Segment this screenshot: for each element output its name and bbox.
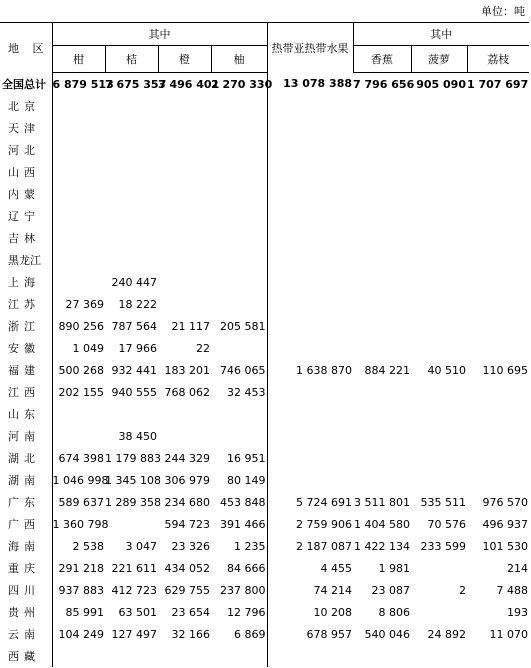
value-cell <box>267 469 353 491</box>
value-cell <box>267 183 353 205</box>
value-cell <box>467 139 529 161</box>
value-cell: 2 538 <box>52 535 105 557</box>
value-cell <box>467 315 529 337</box>
value-cell <box>353 645 411 667</box>
region-cell: 山东 <box>8 408 40 421</box>
value-cell <box>467 249 529 271</box>
table-row <box>0 359 529 381</box>
table-row <box>0 139 529 161</box>
value-cell <box>211 403 267 425</box>
value-cell <box>105 139 158 161</box>
region-cell: 福建 <box>8 364 40 377</box>
value-cell <box>211 139 267 161</box>
table-row <box>0 403 529 425</box>
region-cell: 天津 <box>8 122 40 135</box>
value-cell <box>467 117 529 139</box>
value-cell: 7 675 357 <box>105 77 167 91</box>
value-cell <box>211 95 267 117</box>
value-cell: 787 564 <box>111 319 157 333</box>
value-cell: 1 179 883 <box>105 451 161 465</box>
value-cell <box>158 117 211 139</box>
value-cell: 63 501 <box>118 605 157 619</box>
table-row <box>0 645 529 667</box>
table-row <box>0 183 529 205</box>
value-cell <box>411 557 467 579</box>
table-row <box>0 425 529 447</box>
value-cell: 104 249 <box>52 623 105 645</box>
value-cell <box>467 161 529 183</box>
value-cell: 80 149 <box>227 473 266 487</box>
value-cell: 932 441 <box>111 363 157 377</box>
value-cell: 6 869 <box>234 627 266 641</box>
value-cell: 1 345 108 <box>105 473 161 487</box>
value-cell <box>353 139 411 161</box>
value-cell: 240 447 <box>111 275 157 289</box>
value-cell: 674 398 <box>52 447 105 469</box>
region-cell: 全国总计 <box>2 77 46 91</box>
value-cell <box>411 381 467 403</box>
value-cell <box>267 337 353 359</box>
value-cell <box>467 337 529 359</box>
value-cell <box>211 271 267 293</box>
region-cell: 湖南 <box>8 474 40 487</box>
value-cell: 1 360 798 <box>52 513 105 535</box>
value-cell: 1 422 134 <box>354 539 410 553</box>
value-cell <box>353 315 411 337</box>
value-cell: 202 155 <box>52 381 105 403</box>
value-cell <box>353 447 411 469</box>
value-cell <box>105 403 158 425</box>
value-cell: 1 981 <box>378 561 410 575</box>
value-cell: 17 966 <box>118 341 157 355</box>
value-cell <box>52 95 105 117</box>
value-cell: 193 <box>507 605 528 619</box>
value-cell <box>211 337 267 359</box>
region-cell: 河南 <box>8 430 40 443</box>
value-cell <box>411 117 467 139</box>
value-cell <box>411 315 467 337</box>
value-cell <box>411 139 467 161</box>
value-cell <box>467 183 529 205</box>
value-cell <box>158 227 211 249</box>
value-cell <box>52 403 105 425</box>
value-cell: 85 991 <box>52 601 105 623</box>
region-cell: 北京 <box>8 100 40 113</box>
value-cell: 24 892 <box>427 627 466 641</box>
value-cell: 183 201 <box>164 363 210 377</box>
region-cell: 贵州 <box>8 606 40 619</box>
value-cell: 1 404 580 <box>354 517 410 531</box>
value-cell: 3 047 <box>125 539 157 553</box>
value-cell <box>267 425 353 447</box>
value-cell: 2 759 906 <box>267 513 353 535</box>
value-cell <box>411 403 467 425</box>
value-cell: 890 256 <box>52 315 105 337</box>
region-cell: 西藏 <box>8 650 40 663</box>
value-cell <box>211 161 267 183</box>
value-cell <box>467 469 529 491</box>
value-cell <box>267 645 353 667</box>
value-cell: 12 796 <box>227 605 266 619</box>
value-cell <box>353 381 411 403</box>
region-cell: 黑龙江 <box>8 254 41 267</box>
value-cell <box>267 161 353 183</box>
value-cell: 16 951 <box>227 451 266 465</box>
value-cell <box>211 205 267 227</box>
region-cell: 江苏 <box>8 298 40 311</box>
value-cell: 594 723 <box>164 517 210 531</box>
value-cell <box>105 227 158 249</box>
value-cell <box>267 447 353 469</box>
value-cell <box>353 227 411 249</box>
region-cell: 重庆 <box>8 562 40 575</box>
column-header-orange: 橙 <box>158 46 211 73</box>
value-cell <box>411 205 467 227</box>
value-cell <box>353 117 411 139</box>
group-header-left: 其中 <box>52 23 267 46</box>
table-row <box>0 161 529 183</box>
value-cell <box>411 249 467 271</box>
value-cell <box>353 161 411 183</box>
table-row <box>0 491 529 513</box>
table-row <box>0 271 529 293</box>
value-cell: 74 214 <box>267 579 353 601</box>
region-cell: 云南 <box>8 628 40 641</box>
table-row <box>0 623 529 645</box>
value-cell <box>467 227 529 249</box>
value-cell: 768 062 <box>164 385 210 399</box>
value-cell <box>467 403 529 425</box>
value-cell <box>105 645 158 667</box>
value-cell <box>158 249 211 271</box>
value-cell: 1 707 697 <box>467 77 529 91</box>
value-cell <box>267 227 353 249</box>
value-cell <box>353 337 411 359</box>
header-row-columns <box>0 46 529 73</box>
value-cell <box>211 249 267 271</box>
value-cell <box>105 95 158 117</box>
value-cell: 589 637 <box>52 491 105 513</box>
value-cell: 244 329 <box>164 451 210 465</box>
value-cell <box>467 447 529 469</box>
column-header-tangerine: 桔 <box>105 46 158 73</box>
value-cell: 10 208 <box>267 601 353 623</box>
value-cell <box>353 469 411 491</box>
table-row <box>0 513 529 535</box>
table-row <box>0 469 529 491</box>
value-cell: 237 800 <box>220 583 266 597</box>
value-cell <box>267 403 353 425</box>
table-row <box>0 117 529 139</box>
table-row <box>0 95 529 117</box>
value-cell <box>467 95 529 117</box>
value-cell <box>105 117 158 139</box>
fruit-output-table <box>0 22 529 667</box>
value-cell <box>105 183 158 205</box>
value-cell <box>158 425 211 447</box>
value-cell: 291 218 <box>52 557 105 579</box>
column-header-mandarin: 柑 <box>52 46 105 73</box>
value-cell <box>353 95 411 117</box>
value-cell <box>411 95 467 117</box>
value-cell <box>353 271 411 293</box>
value-cell: 629 755 <box>164 583 210 597</box>
value-cell <box>467 381 529 403</box>
value-cell <box>411 601 467 623</box>
value-cell: 535 511 <box>420 495 466 509</box>
value-cell: 11 070 <box>489 627 528 641</box>
value-cell <box>211 425 267 447</box>
value-cell <box>411 645 467 667</box>
region-cell: 安徽 <box>8 342 40 355</box>
region-cell: 浙江 <box>8 320 40 333</box>
table-row <box>0 579 529 601</box>
value-cell <box>211 293 267 315</box>
value-cell <box>411 227 467 249</box>
region-cell: 海南 <box>8 540 40 553</box>
value-cell: 214 <box>507 561 528 575</box>
value-cell: 234 680 <box>164 495 210 509</box>
value-cell <box>411 337 467 359</box>
value-cell: 4 455 <box>267 557 353 579</box>
value-cell <box>467 205 529 227</box>
table-row <box>0 315 529 337</box>
value-cell: 8 806 <box>378 605 410 619</box>
value-cell: 23 326 <box>171 539 210 553</box>
value-cell <box>267 95 353 117</box>
value-cell <box>105 161 158 183</box>
value-cell <box>267 381 353 403</box>
value-cell <box>211 645 267 667</box>
value-cell <box>353 249 411 271</box>
table-row <box>0 293 529 315</box>
value-cell: 18 222 <box>118 297 157 311</box>
value-cell: 84 666 <box>227 561 266 575</box>
value-cell: 127 497 <box>111 627 157 641</box>
value-cell <box>52 249 105 271</box>
value-cell: 7 796 656 <box>353 77 415 91</box>
value-cell <box>52 139 105 161</box>
region-cell: 河北 <box>8 144 40 157</box>
value-cell: 540 046 <box>364 627 410 641</box>
value-cell <box>158 645 211 667</box>
value-cell <box>158 139 211 161</box>
table-row <box>0 557 529 579</box>
value-cell <box>411 293 467 315</box>
value-cell: 2 <box>459 583 466 597</box>
value-cell: 1 289 358 <box>105 495 161 509</box>
value-cell: 1 638 870 <box>267 359 353 381</box>
value-cell <box>105 205 158 227</box>
value-cell: 22 <box>196 341 210 355</box>
value-cell <box>467 271 529 293</box>
value-cell <box>411 447 467 469</box>
value-cell <box>267 293 353 315</box>
value-cell <box>211 183 267 205</box>
value-cell: 3 511 801 <box>354 495 410 509</box>
table-row <box>0 601 529 623</box>
value-cell: 233 599 <box>420 539 466 553</box>
value-cell: 27 369 <box>52 293 105 315</box>
value-cell: 500 268 <box>52 359 105 381</box>
value-cell: 496 937 <box>482 517 528 531</box>
region-header: 地 区 <box>8 41 49 55</box>
total-row <box>0 73 529 96</box>
value-cell <box>353 183 411 205</box>
value-cell <box>411 425 467 447</box>
value-cell <box>267 249 353 271</box>
value-cell <box>52 645 105 667</box>
value-cell: 306 979 <box>164 473 210 487</box>
region-cell: 辽宁 <box>8 210 40 223</box>
value-cell: 32 453 <box>227 385 266 399</box>
value-cell <box>267 315 353 337</box>
value-cell <box>158 95 211 117</box>
value-cell <box>52 117 105 139</box>
value-cell <box>105 249 158 271</box>
value-cell: 976 570 <box>482 495 528 509</box>
region-cell: 广东 <box>8 496 40 509</box>
table-row <box>0 227 529 249</box>
value-cell <box>158 183 211 205</box>
table-row <box>0 535 529 557</box>
value-cell <box>467 425 529 447</box>
value-cell: 205 581 <box>220 319 266 333</box>
table-row <box>0 381 529 403</box>
region-cell: 吉林 <box>8 232 40 245</box>
value-cell <box>211 117 267 139</box>
value-cell <box>411 183 467 205</box>
value-cell: 32 166 <box>171 627 210 641</box>
table-row <box>0 205 529 227</box>
value-cell: 905 090 <box>416 77 466 91</box>
column-header-banana: 香蕉 <box>353 46 411 73</box>
region-cell: 江西 <box>8 386 40 399</box>
value-cell <box>211 227 267 249</box>
value-cell: 746 065 <box>220 363 266 377</box>
region-cell: 山西 <box>8 166 40 179</box>
value-cell: 23 654 <box>171 605 210 619</box>
region-cell: 上海 <box>8 276 40 289</box>
header-row-group <box>0 23 529 46</box>
value-cell: 2 270 330 <box>211 77 273 91</box>
value-cell <box>52 227 105 249</box>
value-cell <box>353 205 411 227</box>
value-cell: 221 611 <box>111 561 157 575</box>
value-cell: 7 488 <box>496 583 528 597</box>
table-row <box>0 337 529 359</box>
column-header-pineapple: 菠萝 <box>411 46 467 73</box>
value-cell: 434 052 <box>164 561 210 575</box>
column-header-pomelo: 柚 <box>211 46 267 73</box>
value-cell: 884 221 <box>364 363 410 377</box>
value-cell <box>158 271 211 293</box>
value-cell <box>52 425 105 447</box>
value-cell: 6 879 513 <box>52 73 105 96</box>
value-cell <box>267 205 353 227</box>
value-cell: 678 957 <box>267 623 353 645</box>
value-cell <box>52 183 105 205</box>
value-cell: 1 046 998 <box>52 469 105 491</box>
value-cell <box>411 161 467 183</box>
region-cell: 广西 <box>8 518 40 531</box>
value-cell: 1 049 <box>52 337 105 359</box>
value-cell <box>158 205 211 227</box>
value-cell: 940 555 <box>111 385 157 399</box>
table-row <box>0 447 529 469</box>
value-cell <box>353 293 411 315</box>
value-cell: 412 723 <box>111 583 157 597</box>
value-cell: 23 087 <box>371 583 410 597</box>
value-cell: 101 530 <box>482 539 528 553</box>
table-row <box>0 249 529 271</box>
value-cell: 937 883 <box>52 579 105 601</box>
value-cell: 70 576 <box>427 517 466 531</box>
value-cell: 1 235 <box>234 539 266 553</box>
region-cell: 四川 <box>8 584 40 597</box>
value-cell: 13 078 388 <box>267 73 353 96</box>
group-header-right: 其中 <box>353 23 529 46</box>
column-header-lychee: 荔枝 <box>467 46 529 73</box>
value-cell <box>158 293 211 315</box>
value-cell <box>467 645 529 667</box>
value-cell <box>158 161 211 183</box>
value-cell <box>411 271 467 293</box>
value-cell: 110 695 <box>482 363 528 377</box>
unit-label: 单位：吨 <box>481 5 525 18</box>
value-cell <box>52 205 105 227</box>
value-cell <box>267 117 353 139</box>
value-cell <box>411 469 467 491</box>
value-cell: 38 450 <box>118 429 157 443</box>
value-cell <box>52 161 105 183</box>
value-cell: 2 187 087 <box>267 535 353 557</box>
value-cell: 3 496 401 <box>158 77 220 91</box>
value-cell <box>353 403 411 425</box>
value-cell: 391 466 <box>220 517 266 531</box>
value-cell <box>353 425 411 447</box>
column-header-tropical: 热带亚热带水果 <box>267 23 353 73</box>
value-cell <box>158 403 211 425</box>
value-cell: 453 848 <box>220 495 266 509</box>
value-cell <box>267 271 353 293</box>
value-cell: 5 724 691 <box>267 491 353 513</box>
region-cell: 湖北 <box>8 452 40 465</box>
region-cell: 内蒙 <box>8 188 40 201</box>
value-cell: 40 510 <box>427 363 466 377</box>
value-cell <box>105 513 158 535</box>
value-cell: 21 117 <box>171 319 210 333</box>
value-cell <box>467 293 529 315</box>
value-cell <box>267 139 353 161</box>
value-cell <box>52 271 105 293</box>
